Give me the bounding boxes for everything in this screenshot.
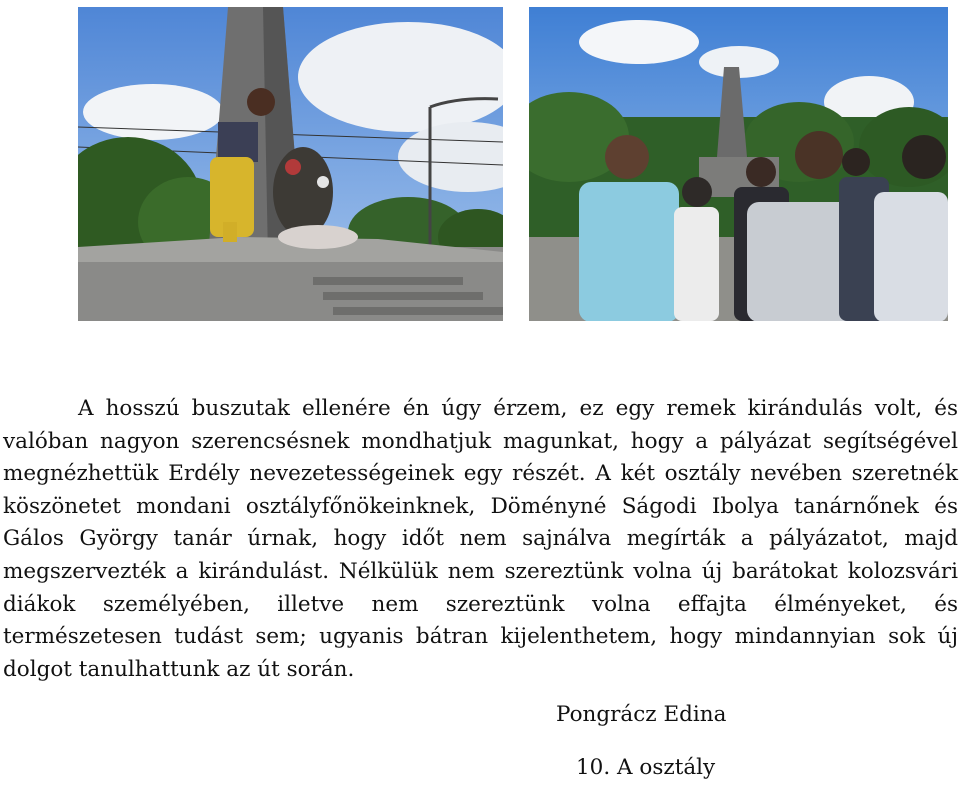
- students-at-monument-image: [529, 7, 948, 321]
- closing-paragraph: [3, 393, 958, 686]
- students-at-monument-photo: [529, 7, 948, 321]
- monument-wreath-image: [78, 7, 503, 321]
- author-name: Pongrácz Edina: [556, 702, 727, 727]
- monument-wreath-photo: [78, 7, 503, 321]
- closing-paragraph-text: A hosszú buszutak ellenére én úgy érzem, ez egy remek kirándulás volt, és valóban nagyon szerencsésnek mondhatjuk magunkat, hogy a pályázat segítségével megnézhettük Erdély nevezetességeinek egy részét. A két osztály nevében szeretnék köszönetet mondani osztályfőnökeinknek, Döményné Ságodi Ibolya tanárnőnek és Gálos György tanár úrnak, hogy időt nem sajnálva megírták a pályázatot, majd megszervezték a kirándulást. Nélkülük nem szereztünk volna új barátokat kolozsvári diákok személyében, illetve nem szereztünk volna effajta élményeket, és természetesen tudást sem; ugyanis bátran kijelenthetem, hogy mindannyian sok új dolgot tanulhattunk az út során.: [3, 396, 958, 682]
- author-class: 10. A osztály: [576, 755, 716, 780]
